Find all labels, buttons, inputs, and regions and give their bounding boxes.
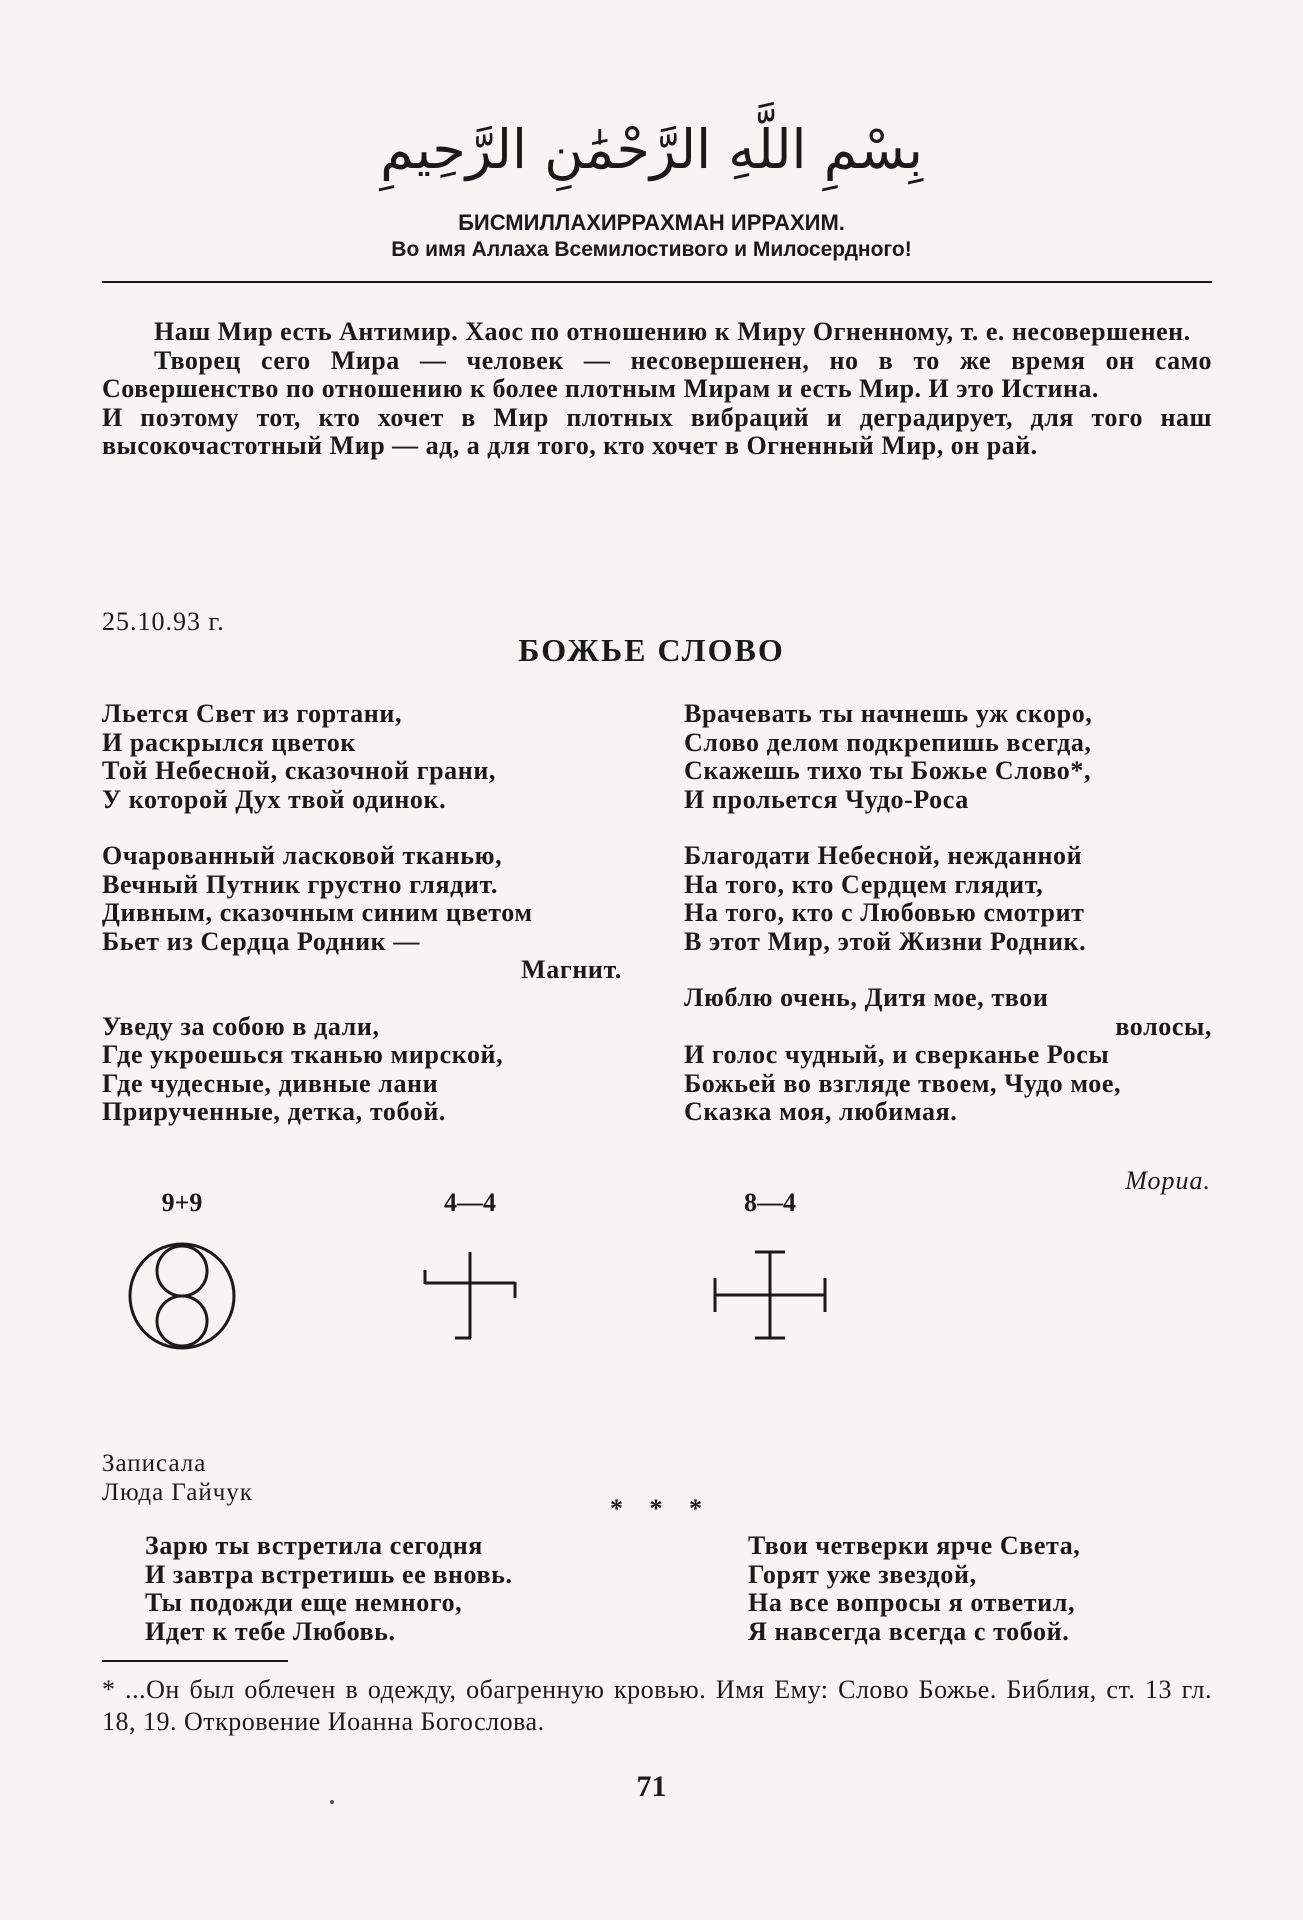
verse-line: Сказка моя, любимая. <box>684 1097 958 1126</box>
verse-line: Скажешь тихо ты Божье Слово*, <box>684 756 1092 785</box>
verse-line: Твои четверки ярче Света, <box>748 1531 1081 1560</box>
verse-line: Той Небесной, сказочной грани, <box>102 756 497 785</box>
stanza <box>102 842 622 985</box>
intro-text <box>102 318 1212 461</box>
footnote-divider <box>102 1660 288 1662</box>
verse-line: У которой Дух твой одинок. <box>102 784 447 814</box>
verse-line: Где укроешься тканью мирской, <box>102 1040 504 1069</box>
recorded-by-name: Люда Гайчук <box>102 1478 253 1506</box>
recorded-by-label: Записала <box>102 1450 207 1477</box>
poem2-right-column <box>748 1532 1208 1646</box>
footnote: * ...Он был облечен в одежду, обагренную кровью. Имя Ему: Слово Божье. Библия, ст. 13 гл. 18, 19. Откровение Иоанна Богослова. <box>102 1675 1212 1736</box>
verse-line: И голос чудный, и сверканье Росы <box>684 1040 1110 1069</box>
verse-line: Зарю ты встретила сегодня <box>145 1531 483 1560</box>
recorded-by <box>102 1450 253 1507</box>
section-separator: * * * <box>610 1494 712 1523</box>
barred-cross-icon <box>705 1240 835 1350</box>
verse-line: Благодати Небесной, нежданной <box>684 841 1083 870</box>
poem-left-column <box>102 700 622 1127</box>
verse-line-wrap: Магнит. <box>521 955 622 984</box>
poem-date: 25.10.93 г. <box>102 607 225 636</box>
verse-line: Льется Свет из гортани, <box>102 699 403 728</box>
verse-line: Горят уже звездой, <box>748 1559 977 1589</box>
stanza <box>102 700 622 814</box>
basmala-calligraphy: بِسْمِ اللَّهِ الرَّحْمَٰنِ الرَّحِيمِ <box>380 118 923 181</box>
poem-right-column <box>684 700 1212 1127</box>
poem-title: БОЖЬЕ СЛОВО <box>518 632 785 668</box>
verse-line: И завтра встретишь ее вновь. <box>145 1559 513 1589</box>
page-number: 71 <box>636 1770 667 1803</box>
verse-line: На все вопросы я ответил, <box>748 1588 1076 1617</box>
verse-line: Прирученные, детка, тобой. <box>102 1097 447 1126</box>
verse-line: Слово делом подкрепишь всегда, <box>684 727 1092 757</box>
verse-line: Идет к тебе Любовь. <box>145 1616 396 1646</box>
basmala-translation: Во имя Аллаха Всемилостивого и Милосердного! <box>391 238 912 261</box>
print-speck <box>330 1800 334 1804</box>
verse-line: Вечный Путник грустно глядит. <box>102 869 498 899</box>
verse-line: Где чудесные, дивные лани <box>102 1068 439 1098</box>
verse-line: Врачевать ты начнешь уж скоро, <box>684 699 1093 728</box>
stanza <box>102 1013 622 1127</box>
symbol-label: 4—4 <box>444 1188 496 1217</box>
verse-line-wrap: волосы, <box>1115 1011 1212 1041</box>
stanza <box>684 842 1212 956</box>
verse-line: Дивным, сказочным синим цветом <box>102 898 533 927</box>
hooked-cross-icon <box>415 1240 525 1350</box>
intro-paragraph: Творец сего Мира — человек — несовершенен, но в то же время он само Совершенство по отношению к более плотным Мирам и есть Мир. И это Истина. <box>102 345 1212 403</box>
symbol-label: 8—4 <box>744 1188 796 1217</box>
verse-line: И прольется Чудо-Роса <box>684 784 969 814</box>
verse-line: Я навсегда всегда с тобой. <box>748 1616 1070 1646</box>
verse-line: Ты подожди еще немного, <box>145 1588 463 1617</box>
symbol-label: 9+9 <box>161 1188 203 1217</box>
poem-signature: Мориа. <box>1125 1166 1211 1195</box>
basmala-transliteration: БИСМИЛЛАХИРРАХМАН ИРРАХИМ. <box>458 210 845 235</box>
verse-line: Бьет из Сердца Родник — <box>102 926 420 956</box>
stanza <box>684 700 1212 814</box>
circle-figure-eight-icon <box>120 1240 244 1352</box>
verse-line: На того, кто Сердцем глядит, <box>684 869 1044 899</box>
stanza <box>684 984 1212 1127</box>
verse-line: Уведу за собою в дали, <box>102 1011 380 1041</box>
verse-line: И раскрылся цветок <box>102 727 356 757</box>
intro-paragraph: И поэтому тот, кто хочет в Мир плотных вибраций и деградирует, для того наш высокочастотный Мир — ад, а для того, кто хочет в Огненный Мир, он рай. <box>102 402 1212 460</box>
verse-line: В этот Мир, этой Жизни Родник. <box>684 926 1087 956</box>
header-divider <box>102 281 1212 283</box>
intro-paragraph: Наш Мир есть Антимир. Хаос по отношению к Миру Огненному, т. е. несовершенен. <box>154 317 1191 346</box>
verse-line: На того, кто с Любовью смотрит <box>684 898 1085 927</box>
verse-line: Очарованный ласковой тканью, <box>102 841 503 870</box>
poem2-left-column <box>145 1532 645 1646</box>
verse-line: Люблю очень, Дитя мое, твои <box>684 983 1049 1012</box>
verse-line: Божьей во взгляде твоем, Чудо мое, <box>684 1068 1122 1098</box>
